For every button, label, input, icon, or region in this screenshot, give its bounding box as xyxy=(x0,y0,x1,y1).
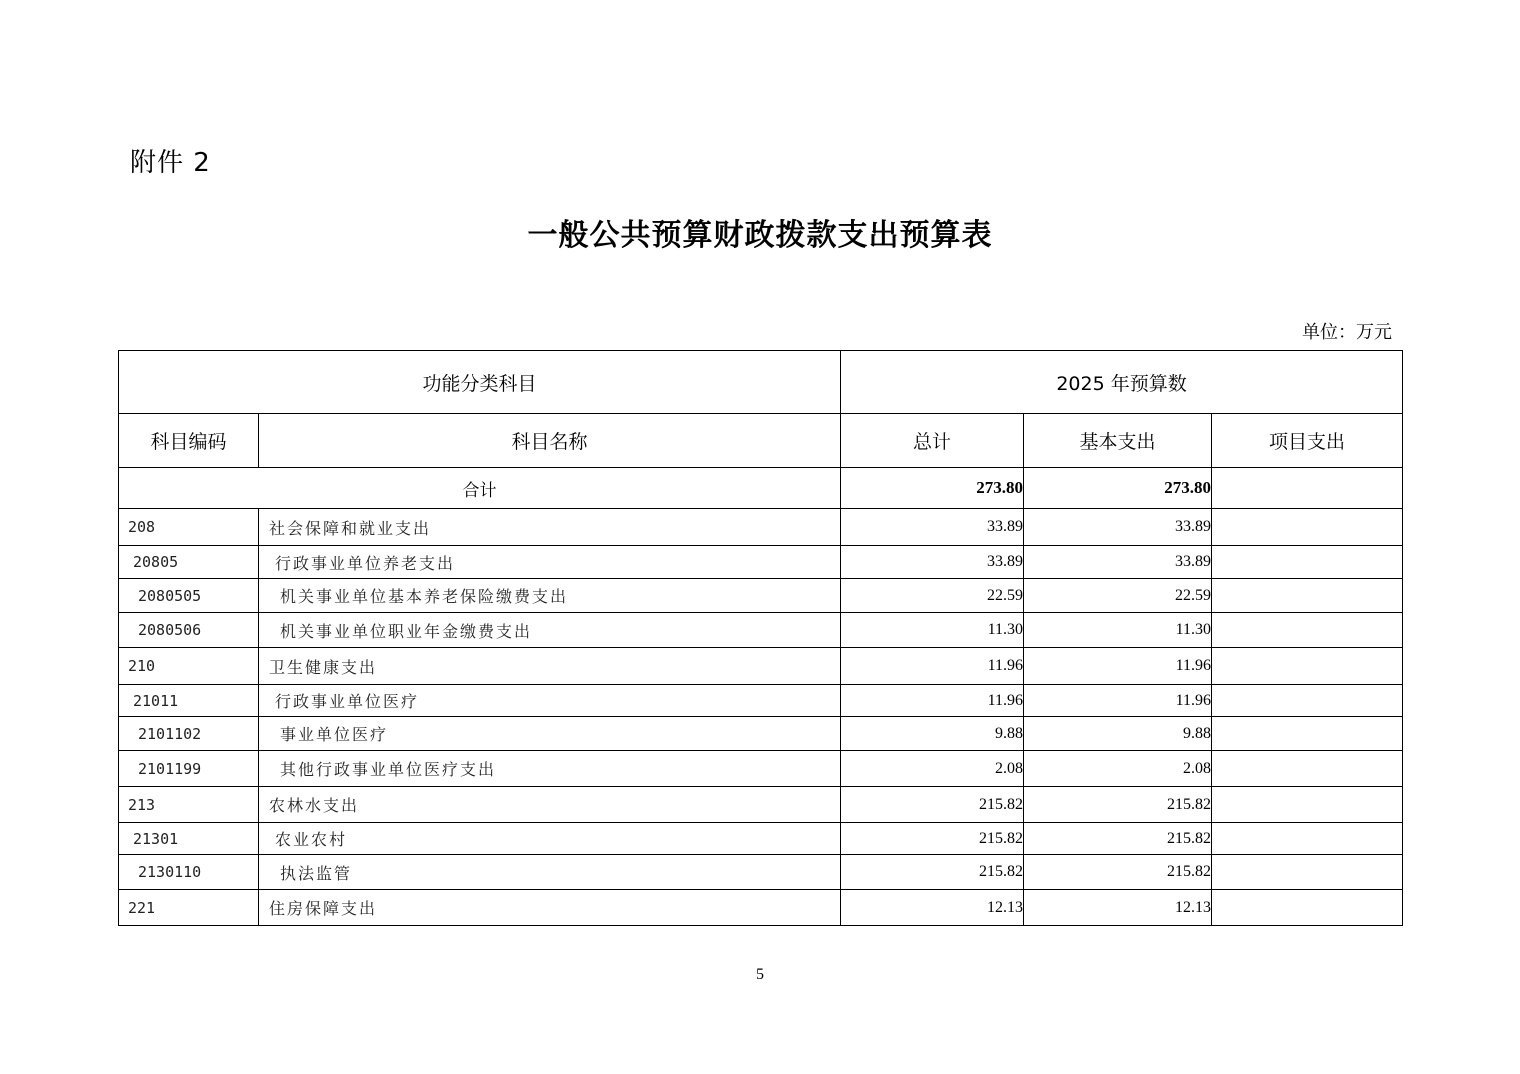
project-expenditure-cell xyxy=(1212,751,1403,787)
basic-expenditure-cell: 215.82 xyxy=(1024,787,1212,823)
total-cell: 11.96 xyxy=(841,685,1024,717)
basic-expenditure-cell: 215.82 xyxy=(1024,855,1212,890)
basic-expenditure-cell: 33.89 xyxy=(1024,546,1212,579)
subject-code-cell: 208 xyxy=(119,509,259,546)
subject-code-cell: 221 xyxy=(119,890,259,926)
total-cell: 33.89 xyxy=(841,509,1024,546)
project-expenditure-cell xyxy=(1212,613,1403,648)
header-subject-code: 科目编码 xyxy=(119,414,259,468)
total-cell: 11.96 xyxy=(841,648,1024,685)
subject-name-cell: 机关事业单位职业年金缴费支出 xyxy=(259,613,841,648)
total-basic-amount: 273.80 xyxy=(1024,468,1212,509)
subject-name-cell: 事业单位医疗 xyxy=(259,717,841,751)
subject-code-cell: 21011 xyxy=(119,685,259,717)
basic-expenditure-cell: 11.30 xyxy=(1024,613,1212,648)
basic-expenditure-cell: 12.13 xyxy=(1024,890,1212,926)
subject-code-cell: 21301 xyxy=(119,823,259,855)
budget-table xyxy=(118,350,1403,926)
table-row xyxy=(119,717,1403,751)
total-cell: 215.82 xyxy=(841,823,1024,855)
basic-expenditure-cell: 33.89 xyxy=(1024,509,1212,546)
subject-name-cell: 社会保障和就业支出 xyxy=(259,509,841,546)
basic-expenditure-cell: 11.96 xyxy=(1024,648,1212,685)
table-row xyxy=(119,546,1403,579)
subject-code-cell: 2101199 xyxy=(119,751,259,787)
project-expenditure-cell xyxy=(1212,855,1403,890)
table-row xyxy=(119,579,1403,613)
project-expenditure-cell xyxy=(1212,787,1403,823)
subject-name-cell: 行政事业单位养老支出 xyxy=(259,546,841,579)
table-row xyxy=(119,890,1403,926)
total-cell: 2.08 xyxy=(841,751,1024,787)
basic-expenditure-cell: 11.96 xyxy=(1024,685,1212,717)
page-number: 5 xyxy=(756,966,764,983)
total-cell: 215.82 xyxy=(841,855,1024,890)
subject-code-cell: 2080506 xyxy=(119,613,259,648)
subject-code-cell: 213 xyxy=(119,787,259,823)
table-row xyxy=(119,509,1403,546)
header-total: 总计 xyxy=(841,414,1024,468)
header-function-category: 功能分类科目 xyxy=(119,351,841,414)
header-basic-expenditure: 基本支出 xyxy=(1024,414,1212,468)
total-cell: 9.88 xyxy=(841,717,1024,751)
project-expenditure-cell xyxy=(1212,717,1403,751)
subject-name-cell: 农林水支出 xyxy=(259,787,841,823)
subject-name-cell: 机关事业单位基本养老保险缴费支出 xyxy=(259,579,841,613)
total-cell: 12.13 xyxy=(841,890,1024,926)
basic-expenditure-cell: 9.88 xyxy=(1024,717,1212,751)
project-expenditure-cell xyxy=(1212,509,1403,546)
page-title: 一般公共预算财政拨款支出预算表 xyxy=(527,218,993,253)
subject-name-cell: 住房保障支出 xyxy=(259,890,841,926)
subject-code-cell: 210 xyxy=(119,648,259,685)
header-group-row xyxy=(119,351,1403,414)
project-expenditure-cell xyxy=(1212,648,1403,685)
total-cell: 33.89 xyxy=(841,546,1024,579)
subject-code-cell: 2101102 xyxy=(119,717,259,751)
total-project-amount xyxy=(1212,468,1403,509)
header-project-expenditure: 项目支出 xyxy=(1212,414,1403,468)
total-cell: 215.82 xyxy=(841,787,1024,823)
header-column-row xyxy=(119,414,1403,468)
table-row xyxy=(119,613,1403,648)
basic-expenditure-cell: 22.59 xyxy=(1024,579,1212,613)
subject-code-cell: 20805 xyxy=(119,546,259,579)
subject-code-cell: 2130110 xyxy=(119,855,259,890)
total-cell: 11.30 xyxy=(841,613,1024,648)
project-expenditure-cell xyxy=(1212,890,1403,926)
total-row xyxy=(119,468,1403,509)
table-row xyxy=(119,685,1403,717)
attachment-label: 附件 2 xyxy=(130,148,211,178)
subject-name-cell: 其他行政事业单位医疗支出 xyxy=(259,751,841,787)
basic-expenditure-cell: 2.08 xyxy=(1024,751,1212,787)
project-expenditure-cell xyxy=(1212,546,1403,579)
total-label: 合计 xyxy=(119,468,841,509)
header-subject-name: 科目名称 xyxy=(259,414,841,468)
unit-label: 单位：万元 xyxy=(1302,322,1392,343)
header-budget-year: 2025 年预算数 xyxy=(841,351,1403,414)
table-row xyxy=(119,855,1403,890)
table-row xyxy=(119,823,1403,855)
project-expenditure-cell xyxy=(1212,823,1403,855)
project-expenditure-cell xyxy=(1212,685,1403,717)
subject-name-cell: 执法监管 xyxy=(259,855,841,890)
total-amount: 273.80 xyxy=(841,468,1024,509)
subject-name-cell: 行政事业单位医疗 xyxy=(259,685,841,717)
total-cell: 22.59 xyxy=(841,579,1024,613)
subject-name-cell: 农业农村 xyxy=(259,823,841,855)
table-row xyxy=(119,787,1403,823)
table-row xyxy=(119,751,1403,787)
table-row xyxy=(119,648,1403,685)
subject-code-cell: 2080505 xyxy=(119,579,259,613)
basic-expenditure-cell: 215.82 xyxy=(1024,823,1212,855)
project-expenditure-cell xyxy=(1212,579,1403,613)
subject-name-cell: 卫生健康支出 xyxy=(259,648,841,685)
